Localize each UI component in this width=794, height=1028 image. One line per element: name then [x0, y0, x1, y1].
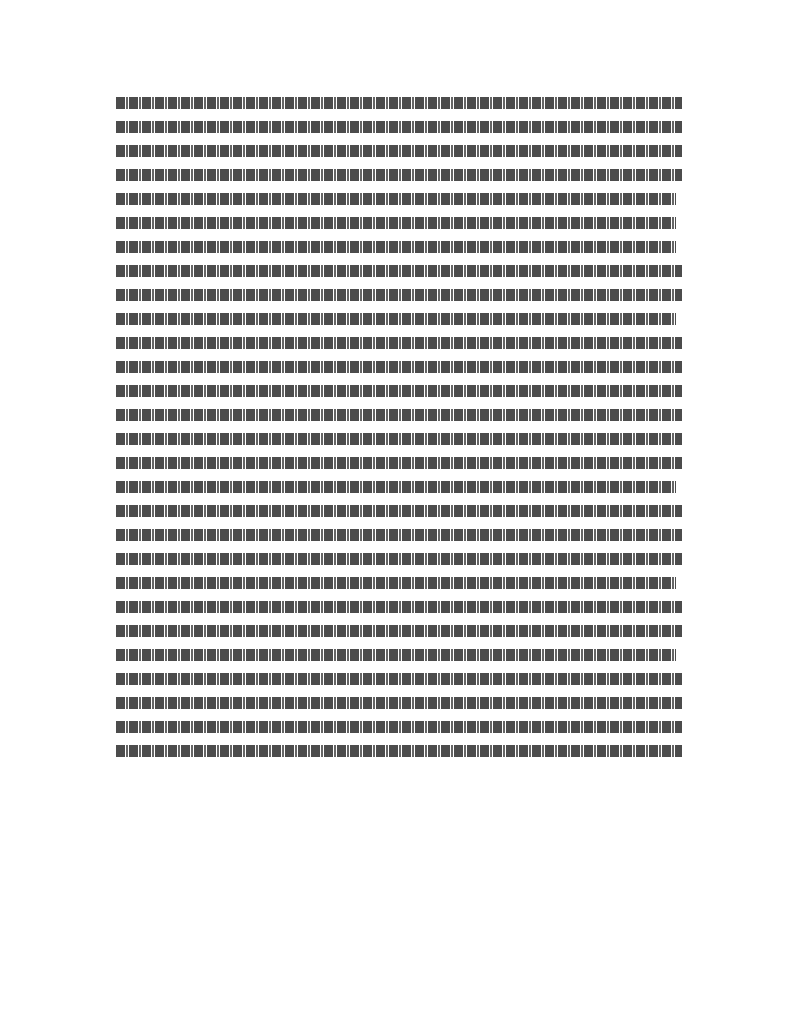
text-line [116, 332, 682, 356]
text-line-glyphs [116, 553, 682, 565]
text-line [116, 188, 682, 212]
text-line-glyphs [116, 289, 682, 301]
text-line-glyphs [116, 505, 682, 517]
text-line-glyphs [116, 217, 676, 229]
text-line-glyphs [116, 169, 682, 181]
text-line [116, 116, 682, 140]
text-line-glyphs [116, 409, 682, 421]
text-line-glyphs [116, 241, 676, 253]
text-line [116, 596, 682, 620]
text-line [116, 380, 682, 404]
text-line-glyphs [116, 697, 682, 709]
text-line [116, 428, 682, 452]
text-line-glyphs [116, 649, 676, 661]
text-line-glyphs [116, 625, 682, 637]
text-line-glyphs [116, 481, 676, 493]
text-line-glyphs [116, 337, 682, 349]
text-line [116, 356, 682, 380]
text-line [116, 284, 682, 308]
text-line [116, 164, 682, 188]
text-line [116, 692, 682, 716]
text-line-glyphs [116, 265, 682, 277]
text-line [116, 92, 682, 116]
text-line-glyphs [116, 313, 676, 325]
text-line [116, 452, 682, 476]
text-line-glyphs [116, 601, 682, 613]
text-line-glyphs [116, 745, 682, 757]
text-line [116, 620, 682, 644]
text-line-glyphs [116, 721, 682, 733]
text-line [116, 476, 682, 500]
text-line [116, 140, 682, 164]
text-line [116, 260, 682, 284]
text-line [116, 716, 682, 740]
text-line-glyphs [116, 361, 682, 373]
text-line-glyphs [116, 97, 682, 109]
text-line-glyphs [116, 193, 676, 205]
text-line [116, 740, 682, 764]
text-line-glyphs [116, 673, 682, 685]
text-line [116, 236, 682, 260]
text-line [116, 404, 682, 428]
text-line-glyphs [116, 529, 682, 541]
body-text [116, 92, 682, 764]
text-line-glyphs [116, 145, 682, 157]
text-line [116, 212, 682, 236]
text-line [116, 524, 682, 548]
text-line-glyphs [116, 121, 682, 133]
text-line [116, 572, 682, 596]
text-line [116, 644, 682, 668]
text-line [116, 548, 682, 572]
text-line-glyphs [116, 433, 682, 445]
text-line-glyphs [116, 385, 682, 397]
text-line [116, 668, 682, 692]
text-line [116, 308, 682, 332]
text-line [116, 500, 682, 524]
text-line-glyphs [116, 457, 682, 469]
text-line-glyphs [116, 577, 676, 589]
